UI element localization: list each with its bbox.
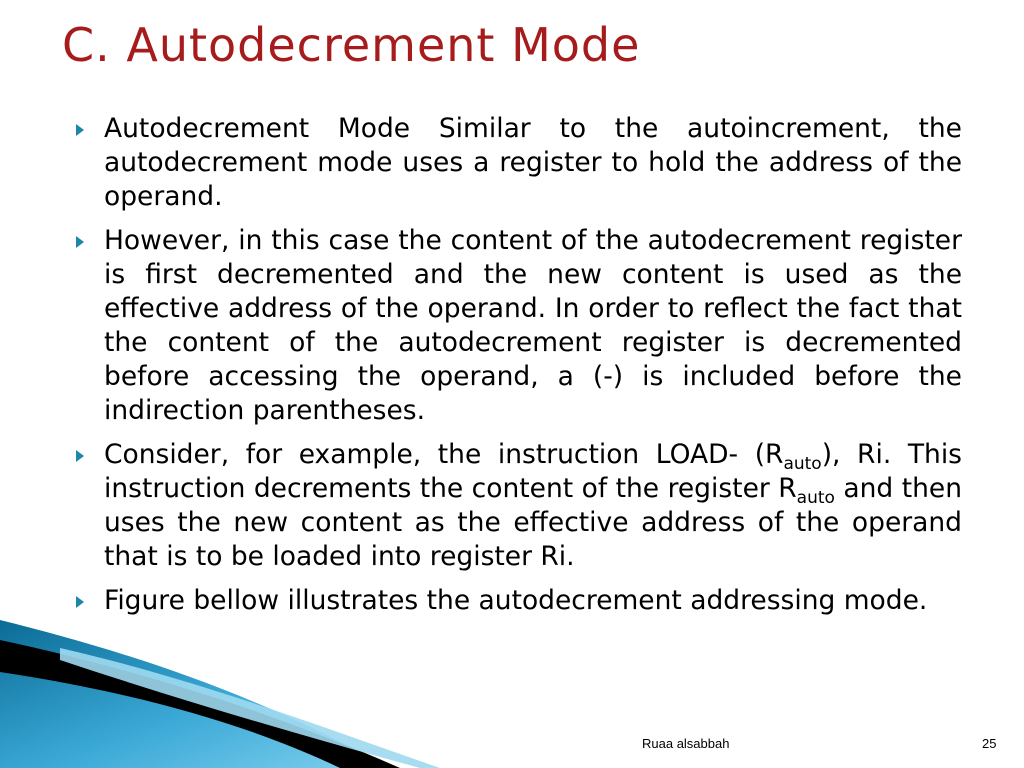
footer-author: Ruaa alsabbah bbox=[642, 736, 730, 751]
bullet-text bbox=[104, 439, 962, 572]
slide-title: C. Autodecrement Mode bbox=[62, 18, 641, 72]
bullet-text-part: and then uses the new content as the effective address of the operand that is to be loaded into register Ri. bbox=[104, 473, 962, 572]
triangle-right-icon bbox=[76, 450, 84, 462]
bullet-text: Figure bellow illustrates the autodecrement addressing mode. bbox=[104, 585, 928, 616]
triangle-right-icon bbox=[76, 124, 84, 136]
list-item bbox=[76, 224, 962, 428]
bullet-list bbox=[76, 112, 962, 628]
bullet-text: However, in this case the content of the autodecrement register is first decremented and the new content is used as the effective address of the operand. In order to reflect the fact that the content of the autodecrement register is decremented before accessing the operand, a (-) is included before the indirection parentheses. bbox=[104, 225, 962, 426]
subscript: auto bbox=[796, 488, 835, 508]
list-item bbox=[76, 584, 962, 618]
list-item bbox=[76, 438, 962, 574]
bullet-text-part: Consider, for example, the instruction LOAD- (R bbox=[104, 439, 784, 470]
triangle-right-icon bbox=[76, 596, 84, 608]
subscript: auto bbox=[783, 454, 822, 474]
list-item bbox=[76, 112, 962, 214]
triangle-right-icon bbox=[76, 236, 84, 248]
bullet-text-part: ), Ri. This instruction decrements the content of the register R bbox=[104, 439, 962, 504]
bullet-text: Autodecrement Mode Similar to the autoincrement, the autodecrement mode uses a register to hold the address of the operand. bbox=[104, 113, 962, 212]
page-number: 25 bbox=[982, 736, 997, 751]
